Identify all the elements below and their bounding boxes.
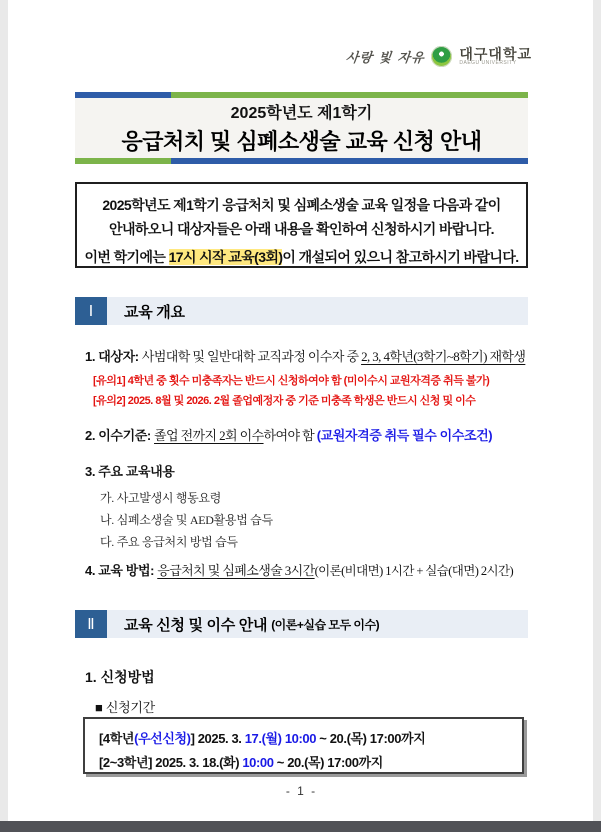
target-item-label: 1. 대상자: (85, 349, 142, 364)
method-item-rest: (이론(비대면) 1시간 + 실습(대면) 2시간) (314, 564, 514, 578)
apply-period-label: ■ 신청기간 (95, 700, 155, 715)
university-logo-group (346, 46, 532, 67)
university-name-group (459, 47, 532, 67)
intro-line-3 (81, 245, 522, 269)
content-sub-item-2: 나. 심폐소생술 및 AED활용법 습득 (100, 513, 273, 527)
page-number: - 1 - (285, 784, 318, 798)
intro-line-1: 2025학년도 제1학기 응급처치 및 심폐소생술 교육 일정을 다음과 같이 (102, 197, 501, 213)
section2-numeral: Ⅱ (75, 610, 107, 638)
method-item-underlined: 응급처치 및 심폐소생술 3시간 (157, 563, 315, 578)
highlight-text: 17시 시작 교육(3회) (168, 249, 283, 265)
criteria-item-blue-note: (교원자격증 취득 필수 이수조건) (316, 428, 493, 443)
content-item-label: 3. 주요 교육내용 (85, 464, 175, 479)
period-line-1-priority: (우선신청) (134, 731, 191, 746)
apply-period-box (83, 717, 524, 774)
section1-title: 교육 개요 (124, 303, 185, 321)
section1-header (75, 297, 528, 325)
section2-header (75, 610, 528, 638)
banner-bottom-bar (75, 158, 528, 164)
page-bottom-band (0, 821, 601, 832)
university-name: 대구대학교 (459, 45, 532, 62)
note-1: [유의1] 4학년 중 횟수 미충족자는 반드시 신청하여야 함 (미이수시 교원자격증 취득 불가) (93, 375, 490, 387)
criteria-item-underlined: 졸업 전까지 2회 이수 (154, 428, 264, 443)
section1-numeral: Ⅰ (75, 297, 107, 325)
document-title: 응급처치 및 심폐소생술 교육 신청 안내 (121, 129, 482, 154)
page-edge-right (593, 0, 601, 821)
period-line-2-time: 10:00 (242, 755, 274, 770)
section2-title: 교육 신청 및 이수 안내 (124, 616, 268, 634)
banner-top-bar-blue (75, 92, 171, 98)
note-2: [유의2] 2025. 8월 및 2026. 2월 졸업예정자 중 기준 미충족 학생은 반드시 신청 및 이수 (93, 395, 476, 407)
apply-method-title: 1. 신청방법 (85, 669, 155, 685)
university-name-en: DAEGU UNIVERSITY (459, 60, 517, 67)
content-sub-item-3: 다. 주요 응급처치 방법 습득 (100, 535, 238, 549)
intro-line-3-post: 이 개설되어 있으니 참고하시기 바랍니다. (282, 249, 519, 265)
banner-title-area (75, 98, 528, 158)
document-page (75, 0, 532, 821)
intro-box (75, 182, 528, 268)
banner-top-bar-green (171, 92, 528, 98)
intro-line-2: 안내하오니 대상자들은 아래 내용을 확인하여 신청하시기 바랍니다. (109, 221, 494, 237)
banner-bottom-bar-green (75, 158, 171, 164)
period-line-2 (99, 751, 522, 775)
header-banner (75, 92, 528, 164)
criteria-item-mid: 하여야 함 (263, 428, 317, 443)
banner-bottom-bar-blue (171, 158, 528, 164)
target-item-text: 사범대학 및 일반대학 교직과정 이수자 중 (141, 349, 362, 364)
section2-title-note: (이론+실습 모두 이수) (271, 617, 380, 632)
method-item-label: 4. 교육 방법: (85, 563, 158, 578)
period-line-2-a: [2~3학년] 2025. 3. 18.(화) (99, 755, 243, 770)
target-item (85, 346, 525, 366)
banner-top-bar (75, 92, 528, 98)
criteria-item (85, 425, 492, 445)
period-line-2-c: ~ 20.(목) 17:00까지 (273, 755, 383, 770)
content-sub-item-1: 가. 사고발생시 행동요령 (100, 491, 222, 505)
target-item-underlined: 2, 3, 4학년(3학기~8학기) 재학생 (361, 349, 526, 364)
period-line-1-e: ~ 20.(목) 17:00까지 (316, 731, 426, 746)
period-line-1 (99, 727, 522, 751)
term-subtitle: 2025학년도 제1학기 (230, 105, 373, 122)
intro-line-3-pre: 이번 학기에는 (84, 249, 169, 265)
period-line-1-start: 17.(월) 10:00 (244, 731, 317, 746)
period-line-1-c: ] 2025. 3. (190, 731, 245, 746)
university-logo-icon (431, 46, 452, 67)
criteria-item-label: 2. 이수기준: (85, 428, 155, 443)
period-line-1-a: [4학년 (99, 731, 135, 746)
method-item (85, 560, 513, 580)
page-edge-left (0, 0, 8, 821)
logo-slogan: 사랑 빛 자유 (344, 51, 425, 66)
